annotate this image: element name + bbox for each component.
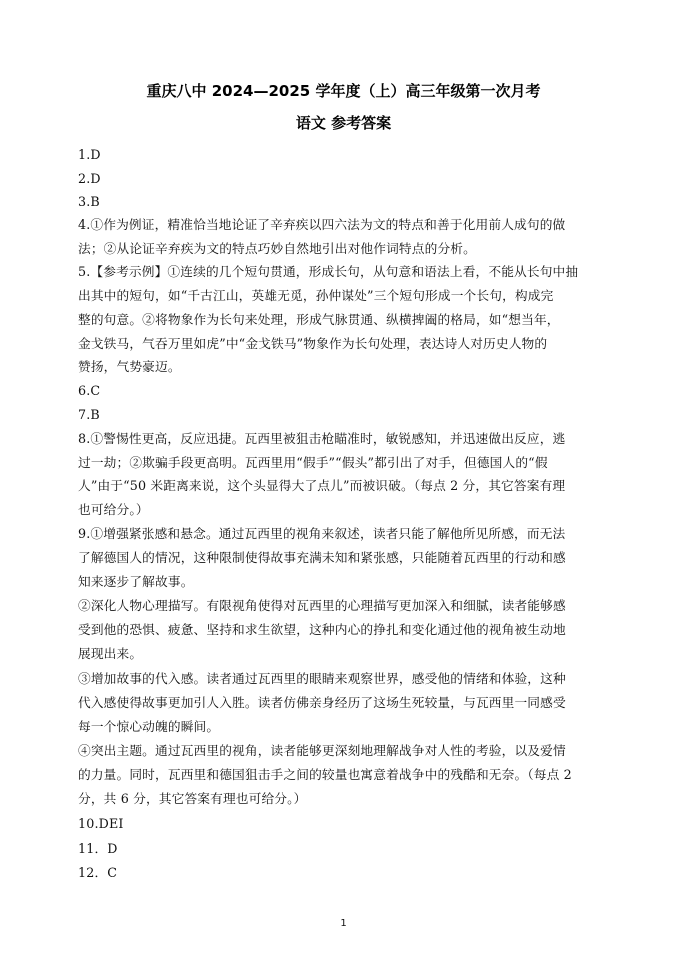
answer-line: 整的句意。②将物象作为长句来处理，形成气脉贯通、纵横捭阖的格局，如“想当年， — [78, 312, 560, 327]
answer-line: 也可给分。） — [78, 502, 149, 517]
answer-line: 赞扬，气势豪迈。 — [78, 359, 181, 374]
answer-line: 过一劫；②欺骗手段更高明。瓦西里用“假手”“假头”都引出了对手，但德国人的“假 — [78, 455, 548, 470]
answer-line: ③增加故事的代入感。读者通过瓦西里的眼睛来观察世界，感受他的情绪和体验，这种 — [78, 671, 566, 686]
answer-line: 代入感使得故事更加引人入胜。读者仿佛亲身经历了这场生死较量，与瓦西里一同感受 — [78, 695, 566, 710]
answer-line: 受到他的恐惧、疲惫、坚持和求生欲望，这种内心的挣扎和变化通过他的视角被生动地 — [78, 622, 566, 637]
answer-line: 展现出来。 — [78, 646, 143, 661]
document-subtitle: 语文 参考答案 — [295, 114, 392, 132]
answer-line: 6.C — [78, 383, 101, 398]
answer-line: 10.DEI — [78, 816, 124, 831]
answer-line: 11．D — [78, 841, 118, 856]
answer-line: 1.D — [78, 147, 101, 162]
answer-line: 法；②从论证辛弃疾为文的特点巧妙自然地引出对他作词特点的分析。 — [78, 241, 476, 256]
answer-line: 2.D — [78, 171, 101, 186]
answer-line: 4.①作为例证，精准恰当地论证了辛弃疾以四六法为文的特点和善于化用前人成句的做 — [78, 217, 566, 232]
answer-line: 分，共 6 分，其它答案有理也可给分。） — [78, 791, 307, 806]
answer-line: 9.①增强紧张感和悬念。通过瓦西里的视角来叙述，读者只能了解他所见所感，而无法 — [78, 526, 566, 541]
answer-line: ②深化人物心理描写。有限视角使得对瓦西里的心理描写更加深入和细腻，读者能够感 — [78, 598, 566, 613]
answer-line: 了解德国人的情况，这种限制使得故事充满未知和紧张感，只能随着瓦西里的行动和感 — [78, 550, 566, 565]
answer-line: 每一个惊心动魄的瞬间。 — [78, 719, 220, 734]
answer-line: 12．C — [78, 865, 118, 880]
answer-line: 5.【参考示例】①连续的几个短句贯通，形成长句，从句意和语法上看，不能从长句中抽 — [78, 264, 579, 279]
answer-line: 8.①警惕性更高，反应迅捷。瓦西里被狙击枪瞄准时，敏锐感知，并迅速做出反应，逃 — [78, 431, 566, 446]
document-title: 重庆八中 2024—2025 学年度（上）高三年级第一次月考 — [146, 82, 541, 100]
answer-line: 知来逐步了解故事。 — [78, 574, 194, 589]
answer-line: ④突出主题。通过瓦西里的视角，读者能够更深刻地理解战争对人性的考验，以及爱情 — [78, 743, 566, 758]
answer-line: 金戈铁马，气吞万里如虎”中“金戈铁马”物象作为长句处理，表达诗人对历史人物的 — [78, 336, 548, 351]
answer-line: 的力量。同时，瓦西里和德国狙击手之间的较量也寓意着战争中的残酷和无奈。（每点 2 — [78, 767, 572, 782]
answer-line: 出其中的短句，如“千古江山，英雄无觅，孙仲谋处”三个短句形成一个长句，构成完 — [78, 288, 554, 303]
answer-line: 人”由于“50 米距离来说，这个头显得大了点儿”而被识破。（每点 2 分，其它答案有理 — [78, 478, 566, 493]
page-number: 1 — [340, 918, 347, 929]
answer-line: 3.B — [78, 194, 100, 209]
answer-line: 7.B — [78, 407, 100, 422]
